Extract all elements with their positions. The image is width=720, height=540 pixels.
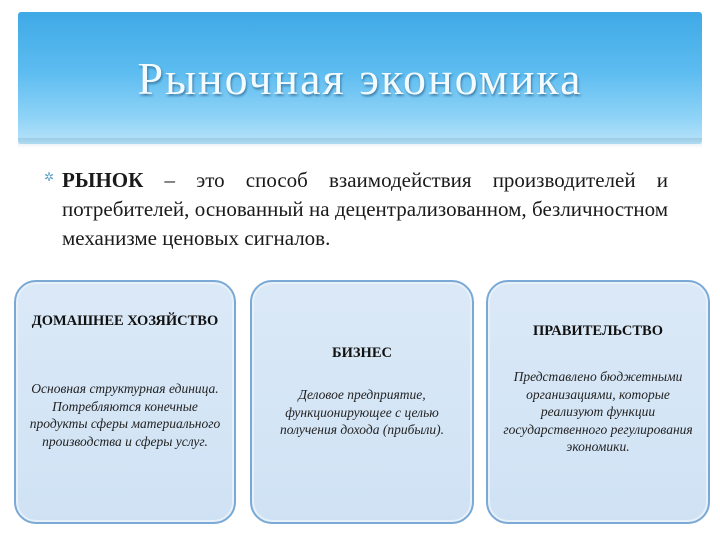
card-business-title: БИЗНЕС — [332, 345, 392, 361]
card-government — [486, 280, 710, 524]
banner-shadow — [18, 138, 702, 148]
card-household — [14, 280, 236, 524]
market-definition — [62, 166, 668, 253]
definition-text: – это способ взаимодействия производителей и потребителей, основанный на децентрализованном, безличностном механизме ценовых сигналов. — [62, 168, 668, 250]
asterisk-bullet-icon: ✲ — [44, 170, 55, 184]
card-household-title: ДОМАШНЕЕ ХОЗЯЙСТВО — [31, 313, 219, 329]
card-business — [250, 280, 474, 524]
card-government-body: Представлено бюджетными организациями, которые реализуют функции государственного регулирования экономики. — [503, 369, 693, 454]
card-household-body: Основная структурная единица. Потребляются конечные продукты сферы материального производства и сферы услуг. — [29, 381, 221, 449]
card-government-title: ПРАВИТЕЛЬСТВО — [533, 323, 663, 339]
definition-term: РЫНОК — [62, 168, 144, 192]
card-business-body: Деловое предприятие, функционирующее с целью получения дохода (прибыли). — [279, 387, 445, 437]
page-title: Рыночная экономика — [137, 53, 583, 104]
